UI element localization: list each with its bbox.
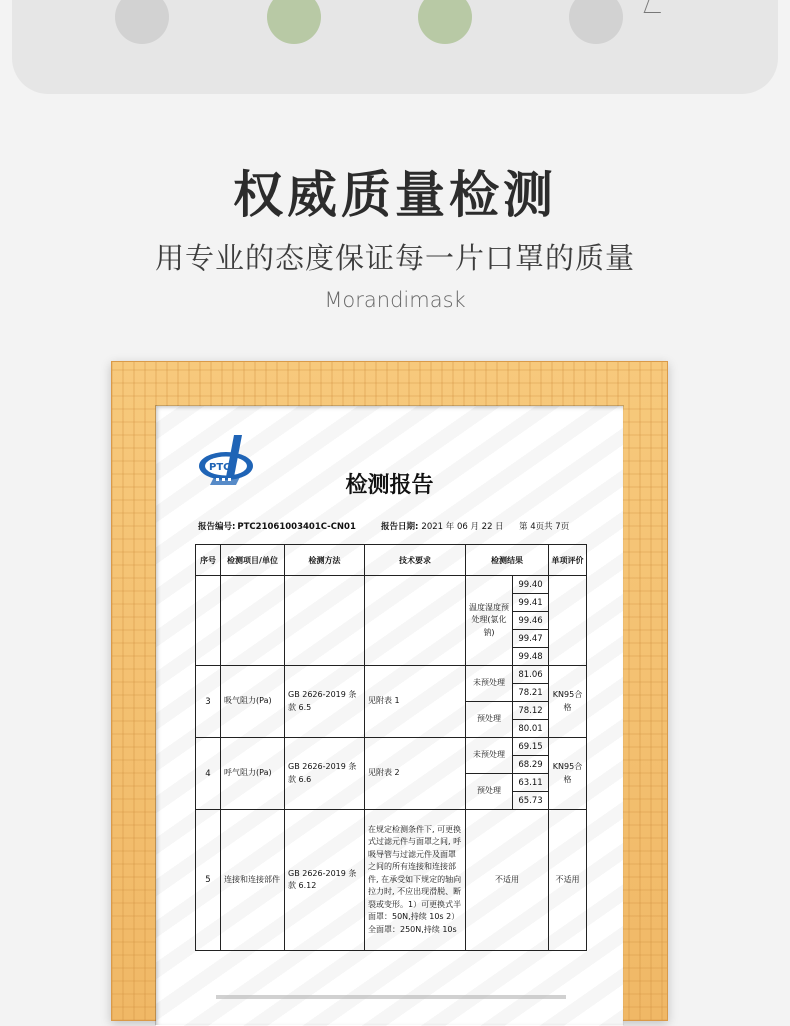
report-date-label: 报告日期: <box>381 522 419 532</box>
result-value: 78.12 <box>513 702 549 720</box>
result-value: 69.15 <box>513 738 549 756</box>
feature-circle-icon <box>418 0 472 44</box>
report-date-value: 2021 年 06 月 22 日 <box>421 522 504 532</box>
evaluation-cell: 不适用 <box>549 810 587 951</box>
result-value: 99.40 <box>513 576 549 594</box>
requirement-cell: 见附表 2 <box>365 738 466 810</box>
evaluation-cell: KN95合格 <box>549 666 587 738</box>
wooden-frame <box>111 361 668 1021</box>
condition-cell: 预处理 <box>466 702 513 738</box>
evaluation-cell: KN95合格 <box>549 738 587 810</box>
frame-inner-shadow <box>155 405 624 1025</box>
result-value: 99.46 <box>513 612 549 630</box>
result-value: 99.41 <box>513 594 549 612</box>
logo-text: PTC <box>209 462 231 473</box>
result-value: 65.73 <box>513 792 549 810</box>
method-cell: GB 2626-2019 条款 6.5 <box>285 666 365 738</box>
decorative-stroke <box>644 0 666 13</box>
result-value: 63.11 <box>513 774 549 792</box>
result-value: 99.48 <box>513 648 549 666</box>
method-cell: GB 2626-2019 条款 6.6 <box>285 738 365 810</box>
feature-circle-icon <box>115 0 169 44</box>
condition-cell: 温度湿度预处理(氯化钠) <box>466 576 513 666</box>
header-method: 检测方法 <box>285 545 365 576</box>
item-cell: 呼气阻力(Pa) <box>221 738 285 810</box>
requirement-cell: 见附表 1 <box>365 666 466 738</box>
condition-cell: 未预处理 <box>466 738 513 774</box>
section-title: 权威质量检测 <box>233 166 557 224</box>
top-feature-panel <box>12 0 778 94</box>
header-evaluation: 单项评价 <box>549 545 587 576</box>
section-subtitle: 用专业的态度保证每一片口罩的质量 <box>154 241 635 275</box>
seq-cell: 4 <box>196 738 221 810</box>
report-number-value: PTC21061003401C-CN01 <box>237 522 356 532</box>
result-value: 80.01 <box>513 720 549 738</box>
requirement-cell: 在规定检测条件下, 可更换式过滤元件与面罩之间, 呼吸导管与过滤元件及面罩之间的所有连接和连接部件, 在承受如下规定的轴向拉力时, 不应出现滑脱、断裂或变形。1）可更换式半面罩：50N,持续 10s 2）全面罩：250N,持续 10s <box>365 810 466 951</box>
report-page: 第 4页共 7页 <box>519 522 570 532</box>
result-value: 81.06 <box>513 666 549 684</box>
result-cell: 不适用 <box>466 810 549 951</box>
header-result: 检测结果 <box>466 545 549 576</box>
result-value: 99.47 <box>513 630 549 648</box>
condition-cell: 未预处理 <box>466 666 513 702</box>
seq-cell: 5 <box>196 810 221 951</box>
method-cell: GB 2626-2019 条款 6.12 <box>285 810 365 951</box>
header-seq: 序号 <box>196 545 221 576</box>
item-cell: 吸气阻力(Pa) <box>221 666 285 738</box>
header-item: 检测项目/单位 <box>221 545 285 576</box>
seq-cell: 3 <box>196 666 221 738</box>
result-value: 78.21 <box>513 684 549 702</box>
report-number-label: 报告编号: <box>198 522 236 532</box>
feature-circle-icon <box>267 0 321 44</box>
result-value: 68.29 <box>513 756 549 774</box>
report-title: 检测报告 <box>345 472 434 498</box>
header-requirement: 技术要求 <box>365 545 466 576</box>
brand-name: Morandimask <box>324 288 466 312</box>
condition-cell: 预处理 <box>466 774 513 810</box>
feature-circle-icon <box>569 0 623 44</box>
item-cell: 连接和连接部件 <box>221 810 285 951</box>
